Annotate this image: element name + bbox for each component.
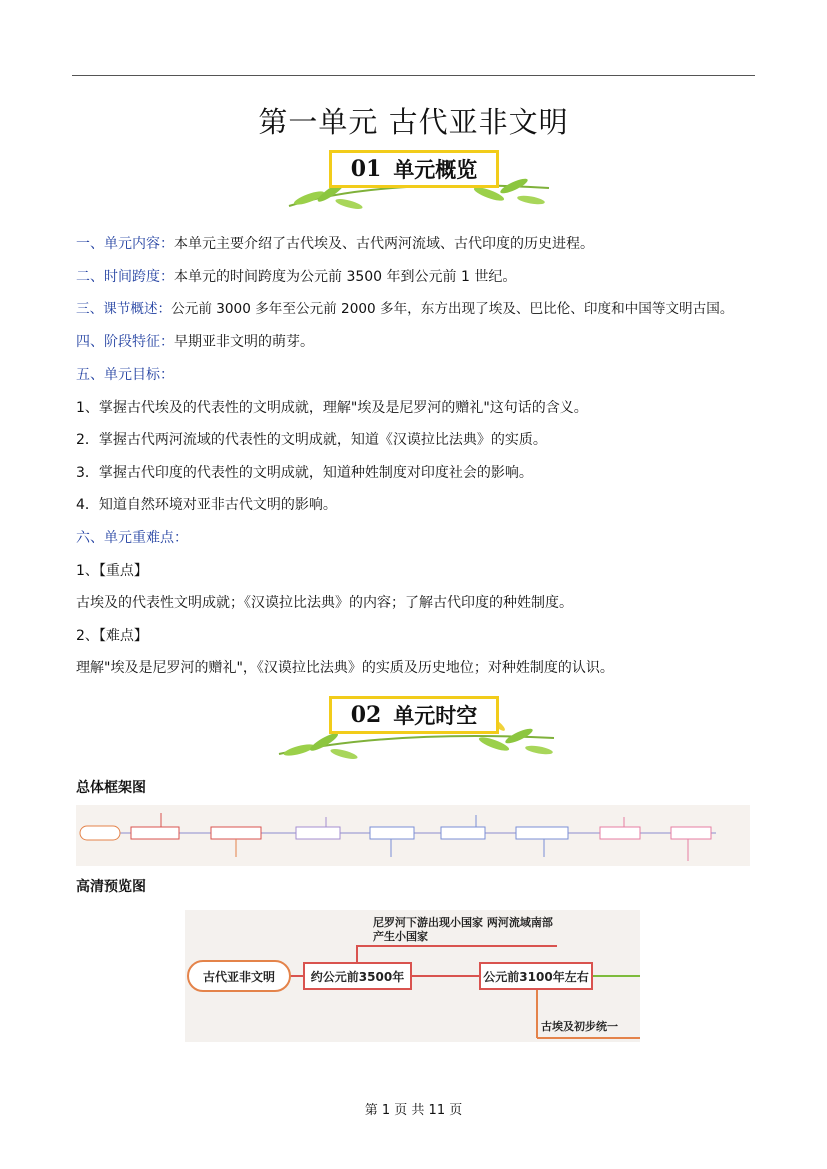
badge-number: 02	[350, 702, 382, 728]
badge-text: 单元时空	[393, 704, 478, 728]
preview-branch-top: 尼罗河下游出现小国家 两河流域南部	[373, 916, 553, 929]
item-label: 一、单元内容：	[76, 236, 174, 252]
item-feature	[76, 332, 314, 352]
preview-node-3500bc: 约公元前3500年	[303, 962, 412, 990]
item-content	[76, 234, 594, 254]
goal-1: 1、掌握古代埃及的代表性的文明成就，理解"埃及是尼罗河的赠礼"这句话的含义。	[76, 400, 588, 416]
preview-root-node: 古代亚非文明	[187, 960, 291, 992]
item-text: 早期亚非文明的萌芽。	[174, 334, 314, 350]
preview-node-3100bc: 公元前3100年左右	[479, 962, 593, 990]
page-footer: 第 1 页 共 11 页	[364, 1103, 463, 1118]
badge-box	[329, 150, 499, 188]
section-badge-overview	[269, 148, 559, 218]
badge-number: 01	[350, 156, 382, 182]
preview-branch-top-2: 产生小国家	[373, 930, 428, 943]
framework-thumbnail	[76, 805, 750, 866]
item-timespan	[76, 267, 516, 287]
preview-label: 高清预览图	[76, 879, 146, 895]
header-rule	[72, 75, 755, 76]
preview-branch-bottom: 古埃及初步统一	[541, 1020, 618, 1033]
key-heading: 六、单元重难点：	[76, 530, 188, 546]
framework-label: 总体框架图	[76, 780, 146, 796]
item-text: 本单元的时间跨度为公元前 3500 年到公元前 1 世纪。	[174, 269, 517, 285]
section-badge-timespace	[269, 694, 559, 764]
item-text: 本单元主要介绍了古代埃及、古代两河流域、古代印度的历史进程。	[174, 236, 594, 252]
unit-title: 第一单元 古代亚非文明	[258, 105, 569, 139]
goals-heading: 五、单元目标：	[76, 367, 174, 383]
item-text: 公元前 3000 多年至公元前 2000 多年，东方出现了埃及、巴比伦、印度和中国等文明古国。	[171, 301, 734, 317]
item-label: 二、时间跨度：	[76, 269, 174, 285]
goal-4: 4．知道自然环境对亚非古代文明的影响。	[76, 497, 337, 513]
goal-3: 3．掌握古代印度的代表性的文明成就，知道种姓制度对印度社会的影响。	[76, 465, 533, 481]
difficult-label: 2、【难点】	[76, 628, 148, 644]
badge-text: 单元概览	[393, 158, 478, 182]
timeline-mini-map	[76, 805, 750, 866]
key-point-label: 1、【重点】	[76, 563, 148, 579]
difficult-text: 理解"埃及是尼罗河的赠礼"，《汉谟拉比法典》的实质及历史地位；对种姓制度的认识。	[76, 660, 614, 676]
item-label: 四、阶段特征：	[76, 334, 174, 350]
item-overview	[76, 299, 733, 319]
preview-image	[185, 910, 640, 1042]
item-label: 三、课节概述：	[76, 301, 172, 317]
goal-2: 2．掌握古代两河流域的代表性的文明成就，知道《汉谟拉比法典》的实质。	[76, 432, 547, 448]
key-point-text: 古埃及的代表性文明成就；《汉谟拉比法典》的内容；了解古代印度的种姓制度。	[76, 595, 573, 611]
badge-box	[329, 696, 499, 734]
